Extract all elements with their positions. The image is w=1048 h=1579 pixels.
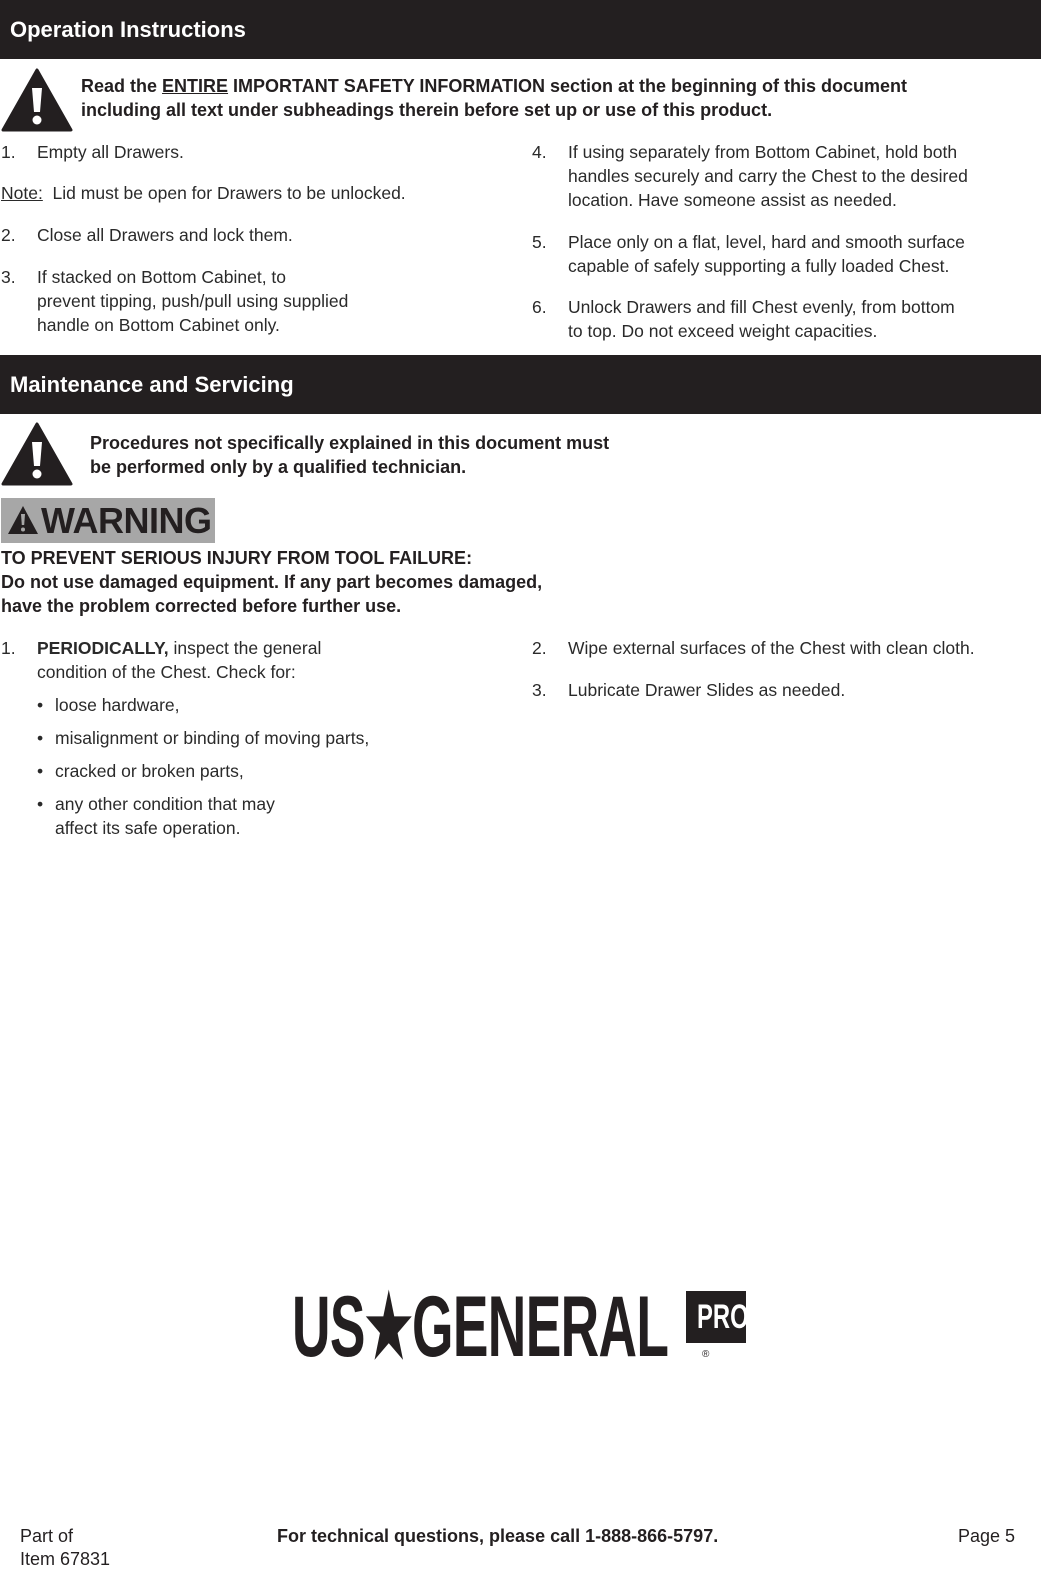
entire-emphasis: ENTIRE — [162, 76, 229, 96]
step-text: Empty all Drawers. — [37, 142, 184, 162]
step-number: 2. — [1, 225, 16, 245]
warning-badge — [1, 498, 215, 543]
step-number: 3. — [1, 267, 16, 287]
footer-tech-support: For technical questions, please call 1-888-866-5797. — [277, 1526, 719, 1546]
warning-label: WARNING — [41, 500, 212, 541]
step-text: Lubricate Drawer Slides as needed. — [568, 680, 846, 700]
page-number: Page 5 — [958, 1526, 1016, 1546]
step-text: Wipe external surfaces of the Chest with clean cloth. — [568, 638, 975, 658]
maintenance-header — [0, 355, 1041, 414]
step-text: PERIODICALLY, inspect the general condition of the Chest. Check for: — [37, 638, 322, 682]
step-number: 3. — [532, 680, 547, 700]
qualified-technician-notice: Procedures not specifically explained in this document must be performed only by a qualified technician. — [90, 433, 610, 477]
registered-mark: ® — [702, 1349, 710, 1360]
step-text: Close all Drawers and lock them. — [37, 225, 293, 245]
bullet-text: misalignment or binding of moving parts, — [55, 728, 370, 748]
warning-text: TO PREVENT SERIOUS INJURY FROM TOOL FAILURE: Do not use damaged equipment. If any part becomes damaged, have the problem corrected before further use. — [1, 548, 543, 616]
warning-triangle-icon — [7, 505, 39, 535]
note-label: Note: — [1, 183, 43, 203]
step-text: Unlock Drawers and fill Chest evenly, from bottom to top. Do not exceed weight capacities. — [568, 297, 955, 341]
logo-wordmark: US★GENERAL — [292, 1279, 669, 1375]
step-number: 6. — [532, 297, 547, 317]
step-text: If using separately from Bottom Cabinet, hold both handles securely and carry the Chest to the desired location. Have someone assist as needed. — [568, 142, 968, 210]
footer-part-number: Part of Item 67831 — [20, 1526, 111, 1569]
step-number: 2. — [532, 638, 547, 658]
periodically-emphasis: PERIODICALLY, — [37, 638, 169, 658]
step-text: If stacked on Bottom Cabinet, to prevent tipping, push/pull using supplied handle on Bottom Cabinet only. — [37, 267, 349, 335]
safety-notice: Read the ENTIRE IMPORTANT SAFETY INFORMATION section at the beginning of this document including all text under subheadings therein before set up or use of this product. — [81, 76, 908, 120]
operation-title: Operation Instructions — [10, 17, 246, 42]
step-number: 1. — [1, 638, 16, 658]
step-number: 1. — [1, 142, 16, 162]
inspection-bullet: • — [37, 794, 44, 814]
bullet-text: loose hardware, — [55, 695, 180, 715]
safety-alert-icon — [1, 422, 73, 486]
maintenance-title: Maintenance and Servicing — [10, 372, 294, 397]
bullet-text: any other condition that may affect its safe operation. — [55, 794, 275, 838]
safety-alert-icon — [1, 68, 73, 132]
inspection-bullet: • — [37, 728, 44, 748]
inspection-bullet: • — [37, 695, 44, 715]
operation-header — [0, 0, 1041, 59]
logo-pro-badge: PRO — [686, 1291, 746, 1343]
bullet-text: cracked or broken parts, — [55, 761, 244, 781]
inspection-bullet: • — [37, 761, 44, 781]
note: Note: Lid must be open for Drawers to be unlocked. — [1, 183, 406, 203]
step-number: 4. — [532, 142, 547, 162]
step-number: 5. — [532, 232, 547, 252]
step-text: Place only on a flat, level, hard and smooth surface capable of safely supporting a fully loaded Chest. — [568, 232, 965, 276]
us-general-pro-logo — [292, 1279, 762, 1375]
